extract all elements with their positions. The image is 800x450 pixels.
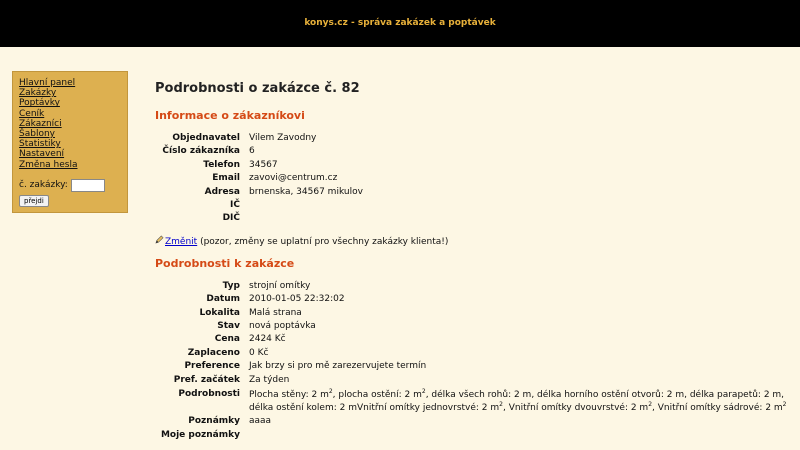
main-content: [155, 80, 795, 442]
page-title: Podrobnosti o zakázce č. 82: [155, 81, 360, 96]
field-label: Zaplaceno: [187, 347, 240, 358]
details-text: Plocha stěny: 2 m: [249, 390, 329, 401]
sidebar-item-templates[interactable]: Šablony: [19, 129, 55, 140]
field-value: brnenska, 34567 mikulov: [249, 186, 363, 197]
edit-customer-row: [155, 235, 795, 248]
field-value: Malá strana: [249, 307, 302, 318]
pencil-icon: [155, 235, 165, 248]
field-label: Objednavatel: [172, 133, 240, 143]
sidebar-item-orders[interactable]: Zakázky: [19, 88, 57, 99]
field-label: Stav: [217, 321, 240, 332]
my-notes-value: [249, 429, 795, 442]
field-label: IČ: [230, 200, 240, 211]
order-section-title: Podrobnosti k zakázce: [155, 256, 295, 270]
field-value: nová poptávka: [249, 321, 316, 332]
superscript: 2: [499, 400, 503, 408]
my-notes-label: Moje poznámky: [160, 429, 240, 440]
order-number-input[interactable]: [71, 179, 105, 192]
sidebar-item-main-panel[interactable]: Hlavní panel: [19, 78, 76, 88]
field-value: 6: [249, 146, 255, 157]
field-value: Vilem Zavodny: [249, 133, 317, 143]
field-value: strojní omítky: [249, 280, 311, 291]
field-value: [249, 199, 795, 212]
sidebar-item-settings[interactable]: Nastavení: [19, 149, 65, 160]
field-label: Adresa: [204, 186, 240, 197]
field-label: Telefon: [203, 159, 240, 170]
sidebar-item-inquiries[interactable]: Poptávky: [19, 98, 60, 109]
details-text: , Vnitřní omítky sádrové: 2 m: [652, 402, 783, 413]
site-title: konys.cz - správa zakázek a poptávek: [304, 18, 496, 28]
field-value: [249, 212, 795, 225]
field-value: 34567: [249, 159, 278, 170]
field-value: Za týden: [249, 374, 290, 385]
details-text: , plocha ostění: 2 m: [332, 390, 422, 401]
superscript: 2: [648, 400, 653, 408]
edit-warning-note: (pozor, změny se uplatní pro všechny zakázky klienta!): [200, 236, 449, 247]
field-value: 0 Kč: [249, 347, 269, 358]
order-number-label: č. zakázky:: [19, 180, 68, 191]
field-label: Preference: [184, 361, 240, 372]
order-details-table: [155, 280, 795, 442]
field-label: Datum: [206, 294, 240, 305]
field-label: Pref. začátek: [173, 374, 240, 385]
field-label: Typ: [222, 280, 240, 291]
field-label: Email: [212, 173, 240, 184]
notes-value: aaaa: [249, 416, 272, 427]
sidebar-item-change-password[interactable]: Změna hesla: [19, 159, 78, 170]
top-header: [0, 0, 800, 47]
field-label: Lokalita: [199, 307, 240, 318]
sidebar-nav: [12, 71, 128, 213]
field-label: Číslo zákazníka: [162, 146, 240, 157]
field-value: 2424 Kč: [249, 334, 286, 345]
customer-info-table: [155, 132, 795, 226]
superscript: 2: [421, 388, 426, 396]
customer-section-title: Informace o zákazníkovi: [155, 109, 305, 122]
details-text: , délka všech rohů: 2 m, délka horního ostění otvorů: 2 m, délka parapetů: 2 m, délka ostění kolem: 2 mVnitřní omítky jednovrstvé: 2 m: [249, 390, 785, 413]
order-jump-form: [19, 179, 121, 207]
sidebar-item-price-list[interactable]: Ceník: [19, 108, 45, 119]
sidebar-item-statistics[interactable]: Statistiky: [19, 139, 61, 150]
field-value: 2010-01-05 22:32:02: [249, 294, 345, 305]
field-value: zavovi@centrum.cz: [249, 173, 338, 184]
edit-customer-link[interactable]: Změnit: [165, 236, 198, 247]
superscript: 2: [328, 388, 333, 396]
details-label: Podrobnosti: [178, 389, 240, 400]
field-label: DIČ: [222, 213, 240, 224]
details-value: [249, 387, 795, 415]
details-text: , Vnitřní omítky dvouvrstvé: 2 m: [502, 402, 649, 413]
notes-label: Poznámky: [188, 416, 240, 427]
sidebar-item-customers[interactable]: Zákazníci: [19, 118, 62, 129]
superscript: 2: [782, 400, 787, 408]
field-value: Jak brzy si pro mě zarezervujete termín: [249, 361, 427, 372]
field-label: Cena: [214, 334, 240, 345]
go-button[interactable]: přejdi: [19, 195, 49, 207]
